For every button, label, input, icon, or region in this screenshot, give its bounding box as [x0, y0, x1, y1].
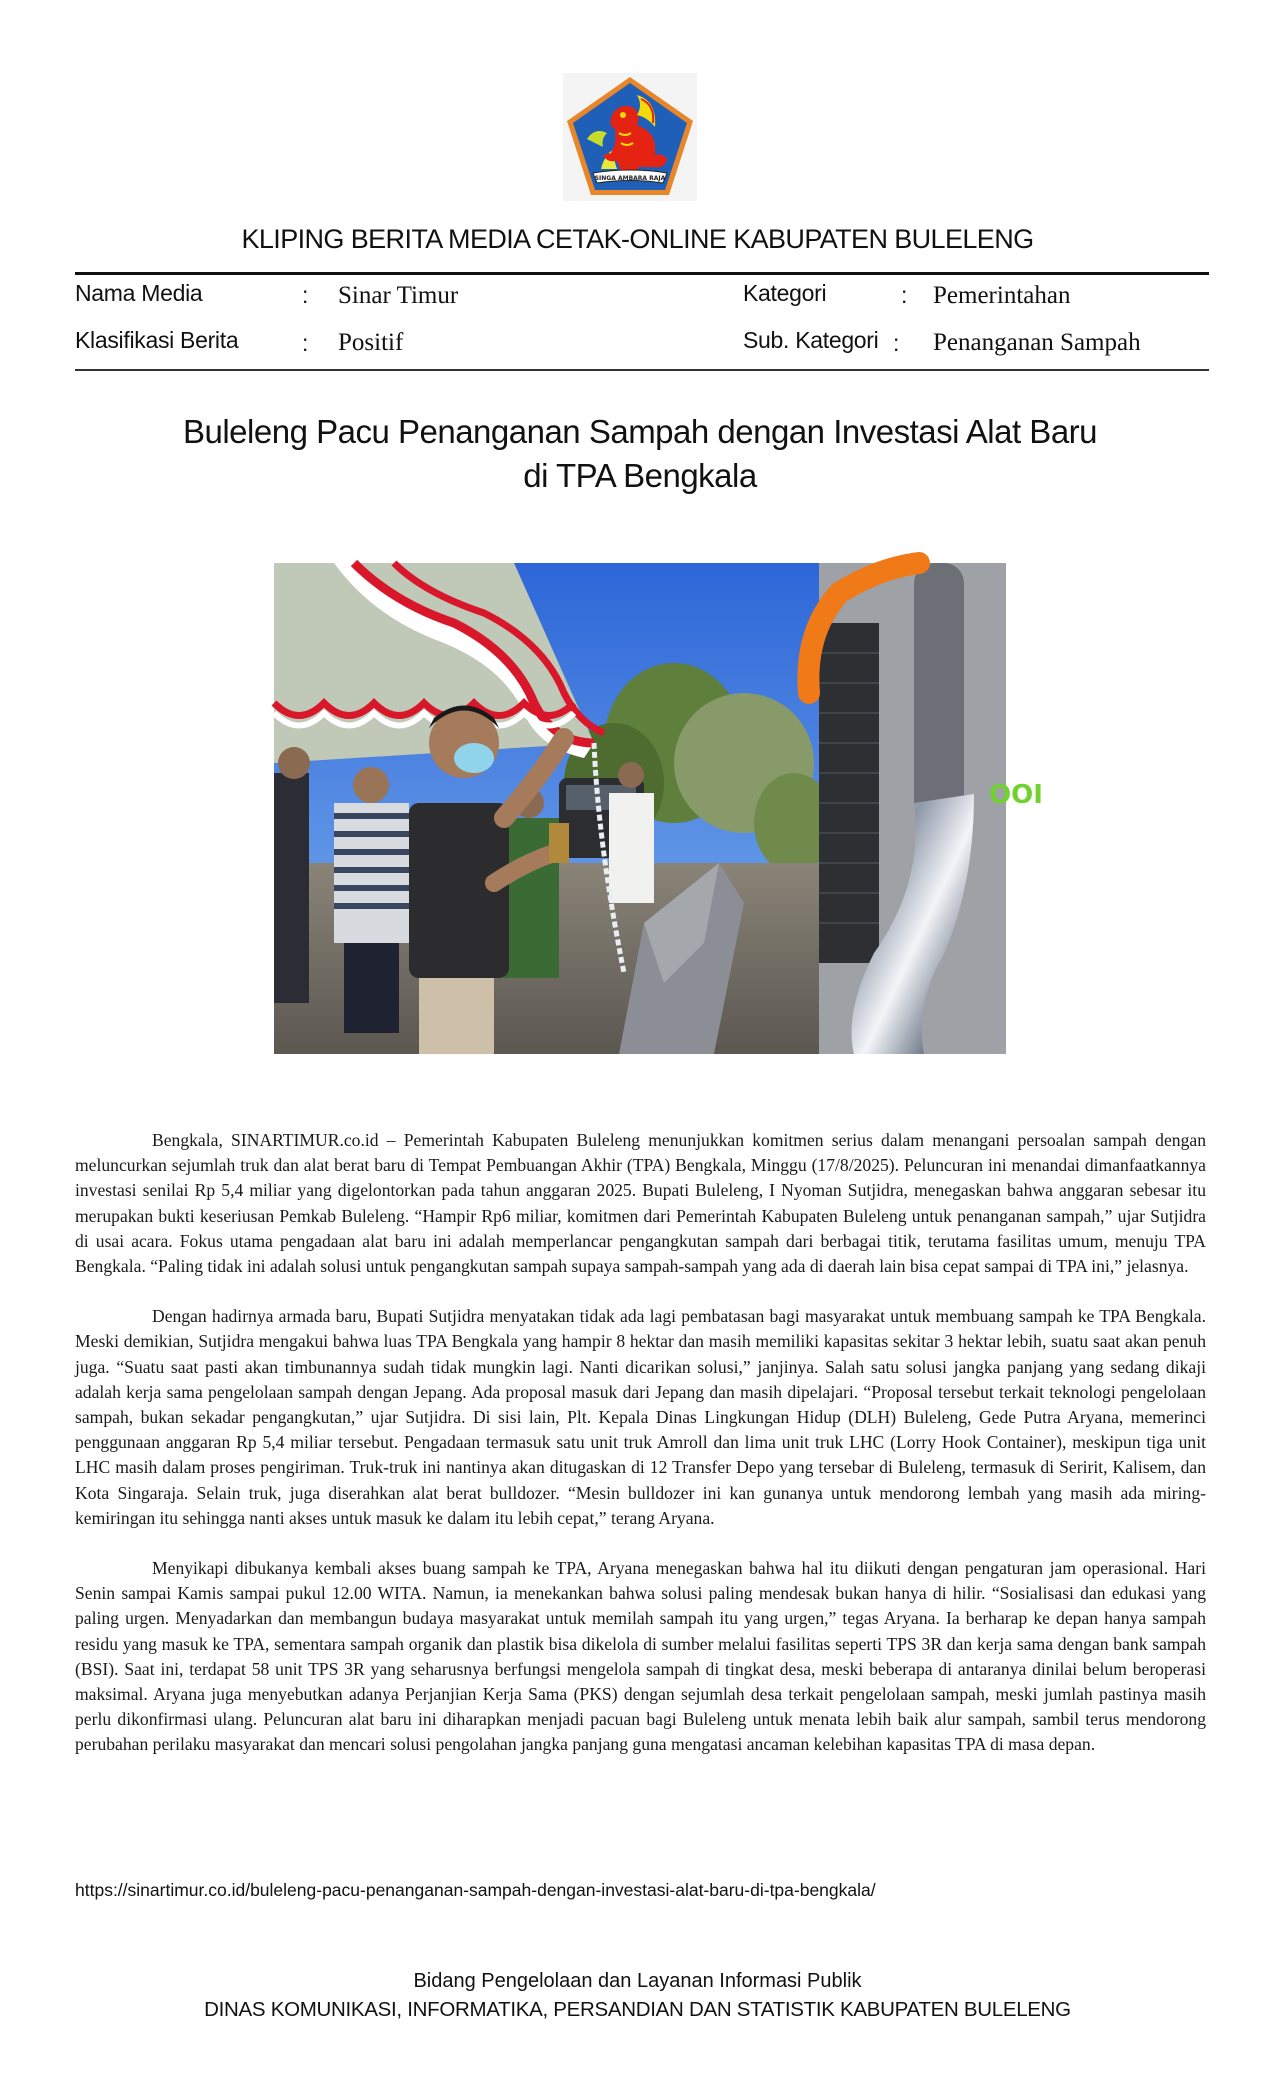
article-paragraph-2: Dengan hadirnya armada baru, Bupati Sutjidra menyatakan tidak ada lagi pembatasan bagi masyarakat untuk membuang sampah ke TPA Bengkala. Meski demikian, Sutjidra mengakui bahwa luas TPA Bengkala yang hampir 8 hektar dan masih memiliki kapasitas sekitar 3 hektar lebih, suatu saat akan penuh juga. “Suatu saat pasti akan timbunannya sudah tidak mungkin lagi. Nanti dicarikan solusi,” janjinya. Salah satu solusi jangka panjang yang sedang dikaji adalah kerja sama pengelolaan sampah dengan Jepang. Ada proposal masuk dari Jepang dan masih dipelajari. “Proposal tersebut terkait teknologi pengelolaan sampah, bukan sekadar pengangkutan,” ujar Sutjidra. Di sisi lain, Plt. Kepala Dinas Lingkungan Hidup (DLH) Buleleng, Gede Putra Aryana, memerinci penggunaan anggaran Rp 5,4 miliar tersebut. Pengadaan termasuk satu unit truk Amroll dan lima unit truk LHC (Lorry Hook Container), meskipun tiga unit LHC masih dalam proses pengiriman. Truk-truk ini nantinya akan ditugaskan di 12 Transfer Depo yang tersebar di Buleleng, termasuk di Seririt, Kalisem, dan Kota Singaraja. Selain truk, juga diserahkan alat berat bulldozer. “Mesin bulldozer ini kan gunanya untuk mendorong lembah yang masih ada miring-kemiringan itu sehingga nanti akses untuk masuk ke dalam itu lebih cepat,” terang Aryana.: [75, 1306, 1206, 1528]
kabupaten-buleleng-logo: [563, 73, 697, 201]
sub-kategori-colon: :: [893, 330, 900, 356]
article-title-line-2: di TPA Bengkala: [523, 457, 757, 494]
photo-illustration: [274, 563, 1043, 1054]
header-divider-bottom: [75, 369, 1209, 371]
article-body: [75, 1128, 1206, 1783]
kategori-colon: :: [901, 282, 908, 308]
document-header-title: KLIPING BERITA MEDIA CETAK-ONLINE KABUPATEN BULELENG: [241, 224, 1034, 254]
klasifikasi-berita-value: Positif: [338, 329, 404, 356]
nama-media-colon: :: [302, 282, 309, 308]
article-paragraph-3: Menyikapi dibukanya kembali akses buang sampah ke TPA, Aryana menegaskan bahwa hal itu diikuti dengan pengaturan jam operasional. Hari Senin sampai Kamis sampai pukul 12.00 WITA. Namun, ia menekankan bahwa solusi paling mendesak bukan hanya di hilir. “Sosialisasi dan edukasi yang paling urgen. Menyadarkan dan membangun budaya masyarakat untuk memilah sampah itu yang urgen,” tegas Aryana. Ia berharap ke depan hanya sampah residu yang masuk ke TPA, sementara sampah organik dan plastik bisa dikelola di sumber melalui fasilitas seperti TPS 3R dan kerja sama dengan bank sampah (BSI). Saat ini, terdapat 58 unit TPS 3R yang seharusnya berfungsi mengelola sampah di tingkat desa, meski beberapa di antaranya dinilai belum beroperasi maksimal. Aryana juga menyebutkan adanya Perjanjian Kerja Sama (PKS) dengan sejumlah desa terkait pengelolaan sampah, meski jumlah pastinya masih perlu dikonfirmasi ulang. Peluncuran alat baru ini diharapkan menjadi pacuan bagi Buleleng untuk menata lebih baik alur sampah, sambil terus mendorong perubahan perilaku masyarakat dan mencari solusi pengolahan jangka panjang guna mengatasi ancaman kelebihan kapasitas TPA di masa depan.: [75, 1558, 1206, 1755]
footer-division-name: Bidang Pengelolaan dan Layanan Informasi Publik: [413, 1970, 862, 1992]
kategori-value: Pemerintahan: [933, 282, 1071, 309]
klasifikasi-berita-colon: :: [302, 330, 309, 356]
nama-media-value: Sinar Timur: [338, 282, 459, 309]
article-title-line-1: Buleleng Pacu Penanganan Sampah dengan Investasi Alat Baru: [182, 413, 1098, 450]
kategori-label: Kategori: [743, 280, 827, 306]
article-title: [120, 410, 1160, 498]
source-url-link[interactable]: https://sinartimur.co.id/buleleng-pacu-penanganan-sampah-dengan-investasi-alat-baru-di-tpa-bengkala/: [75, 1880, 876, 1900]
news-photo: [274, 563, 1043, 1054]
truck-brand-text: OOI: [989, 780, 1043, 810]
footer-agency-name: DINAS KOMUNIKASI, INFORMATIKA, PERSANDIAN DAN STATISTIK KABUPATEN BULELENG: [204, 1998, 1071, 2021]
sub-kategori-label: Sub. Kategori: [743, 327, 879, 353]
lion-emblem-icon: [563, 73, 697, 201]
article-paragraph-1: Bengkala, SINARTIMUR.co.id – Pemerintah Kabupaten Buleleng menunjukkan komitmen serius dalam menangani persoalan sampah dengan meluncurkan sejumlah truk dan alat berat baru di Tempat Pembuangan Akhir (TPA) Bengkala, Minggu (17/8/2025). Peluncuran ini menandai dimanfaatkannya investasi senilai Rp 5,4 miliar yang digelontorkan pada tahun anggaran 2025. Bupati Buleleng, I Nyoman Sutjidra, menegaskan bahwa anggaran sebesar itu merupakan bukti keseriusan Pemkab Buleleng. “Hampir Rp6 miliar, komitmen dari Pemerintah Kabupaten Buleleng untuk penanganan sampah,” ujar Sutjidra di usai acara. Fokus utama pengadaan alat baru ini adalah memperlancar pengangkutan sampah dari berbagai titik, terutama fasilitas umum, menuju TPA Bengkala. “Paling tidak ini adalah solusi untuk pengangkutan sampah supaya sampah-sampah yang ada di daerah lain bisa cepat sampai di TPA ini,” jelasnya.: [75, 1130, 1206, 1277]
svg-text:SINGA AMBARA RAJA: SINGA AMBARA RAJA: [594, 175, 666, 182]
nama-media-label: Nama Media: [75, 280, 203, 306]
sub-kategori-value: Penanganan Sampah: [933, 329, 1141, 356]
klasifikasi-berita-label: Klasifikasi Berita: [75, 327, 239, 353]
header-divider-top: [75, 272, 1209, 275]
